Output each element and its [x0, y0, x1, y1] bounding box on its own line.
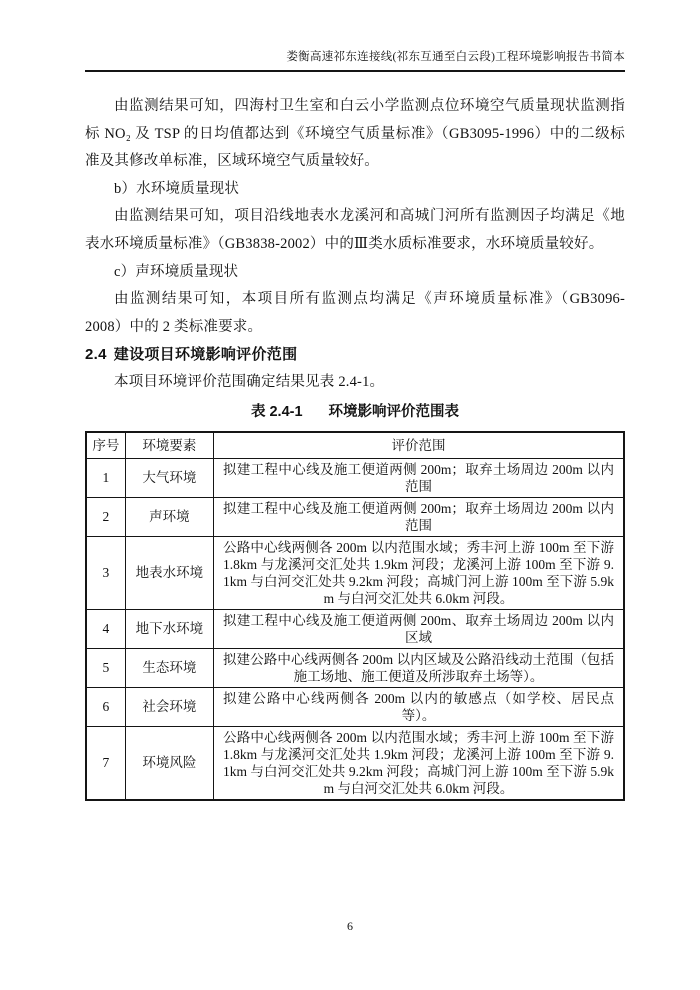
section-title: 建设项目环境影响评价范围: [113, 346, 298, 364]
cell-scope: 拟建公路中心线两侧各 200m 以内区域及公路沿线动土范围（包括施工场地、施工便道及所涉取弃土场等）。: [213, 648, 624, 687]
cell-index: 2: [86, 497, 125, 536]
cell-index: 6: [86, 687, 125, 726]
cell-scope: 拟建工程中心线及施工便道两侧 200m、取弃土场周边 200m 以内区域: [213, 609, 624, 648]
cell-index: 1: [86, 458, 125, 497]
section-heading: [85, 341, 625, 369]
cell-scope: 公路中心线两侧各 200m 以内范围水域；秀丰河上游 100m 至下游 1.8km 与龙溪河交汇处共 1.9km 河段；龙溪河上游 100m 至下游 9.1km 与白河交汇处共 9.2km 河段；高城门河上游 100m 至下游 5.9km 与白河交汇处共 6.0km 河段。: [213, 726, 624, 800]
table-caption-title: 环境影响评价范围表: [328, 403, 460, 420]
table-row: [86, 609, 624, 648]
cell-index: 3: [86, 536, 125, 609]
cell-factor: 地下水环境: [125, 609, 213, 648]
cell-factor: 大气环境: [125, 458, 213, 497]
cell-index: 7: [86, 726, 125, 800]
scope-table: [85, 431, 625, 801]
page-footer: [0, 918, 700, 934]
cell-index: 4: [86, 609, 125, 648]
paragraph-noise-quality: 由监测结果可知，本项目所有监测点均满足《声环境质量标准》（GB3096-2008）中的 2 类标准要求。: [85, 291, 625, 335]
table-row: [86, 648, 624, 687]
table-row: [86, 458, 624, 497]
cell-factor: 地表水环境: [125, 536, 213, 609]
cell-scope: 拟建公路中心线两侧各 200m 以内的敏感点（如学校、居民点等）。: [213, 687, 624, 726]
cell-factor: 生态环境: [125, 648, 213, 687]
paragraph-air-quality: 由监测结果可知，四海村卫生室和白云小学监测点位环境空气质量现状监测指标 NO₂ 及 TSP 的日均值都达到《环境空气质量标准》（GB3095-1996）中的二级标准及其修改单标准，区域环境空气质量较好。: [85, 98, 625, 170]
cell-scope: 拟建工程中心线及施工便道两侧 200m；取弃土场周边 200m 以内范围: [213, 497, 624, 536]
scope-table-head: [86, 432, 624, 459]
table-caption-label: 表 2.4-1: [250, 403, 303, 420]
table-header-row: [86, 432, 624, 459]
cell-factor: 声环境: [125, 497, 213, 536]
page-header: [85, 0, 625, 72]
column-header-3: 评价范围: [213, 432, 624, 459]
column-header-1: 序号: [86, 432, 125, 459]
table-row: [86, 726, 624, 800]
paragraph-water-quality: 由监测结果可知，项目沿线地表水龙溪河和高城门河所有监测因子均满足《地表水环境质量标准》（GB3838-2002）中的Ⅲ类水质标准要求，水环境质量较好。: [85, 208, 625, 252]
heading-noise-quality: c）声环境质量现状: [114, 263, 239, 280]
cell-scope: 公路中心线两侧各 200m 以内范围水域；秀丰河上游 100m 至下游 1.8km 与龙溪河交汇处共 1.9km 河段；龙溪河上游 100m 至下游 9.1km 与白河交汇处共 9.2km 河段；高城门河上游 100m 至下游 5.9km 与白河交汇处共 6.0km 河段。: [213, 536, 624, 609]
paragraph-table-intro: 本项目环境评价范围确定结果见表 2.4-1。: [114, 374, 385, 391]
page-number: 6: [347, 919, 353, 933]
cell-factor: 社会环境: [125, 687, 213, 726]
column-header-2: 环境要素: [125, 432, 213, 459]
table-row: [86, 536, 624, 609]
page-body: [85, 72, 625, 801]
heading-water-quality: b）水环境质量现状: [114, 180, 240, 197]
table-row: [86, 497, 624, 536]
table-row: [86, 687, 624, 726]
header-title: 娄衡高速祁东连接线(祁东互通至白云段)工程环境影响报告书简本: [286, 51, 625, 63]
scope-table-body: [86, 458, 624, 800]
table-caption: [85, 398, 625, 426]
cell-factor: 环境风险: [125, 726, 213, 800]
cell-index: 5: [86, 648, 125, 687]
cell-scope: 拟建工程中心线及施工便道两侧 200m；取弃土场周边 200m 以内范围: [213, 458, 624, 497]
section-number: 2.4: [85, 346, 107, 364]
